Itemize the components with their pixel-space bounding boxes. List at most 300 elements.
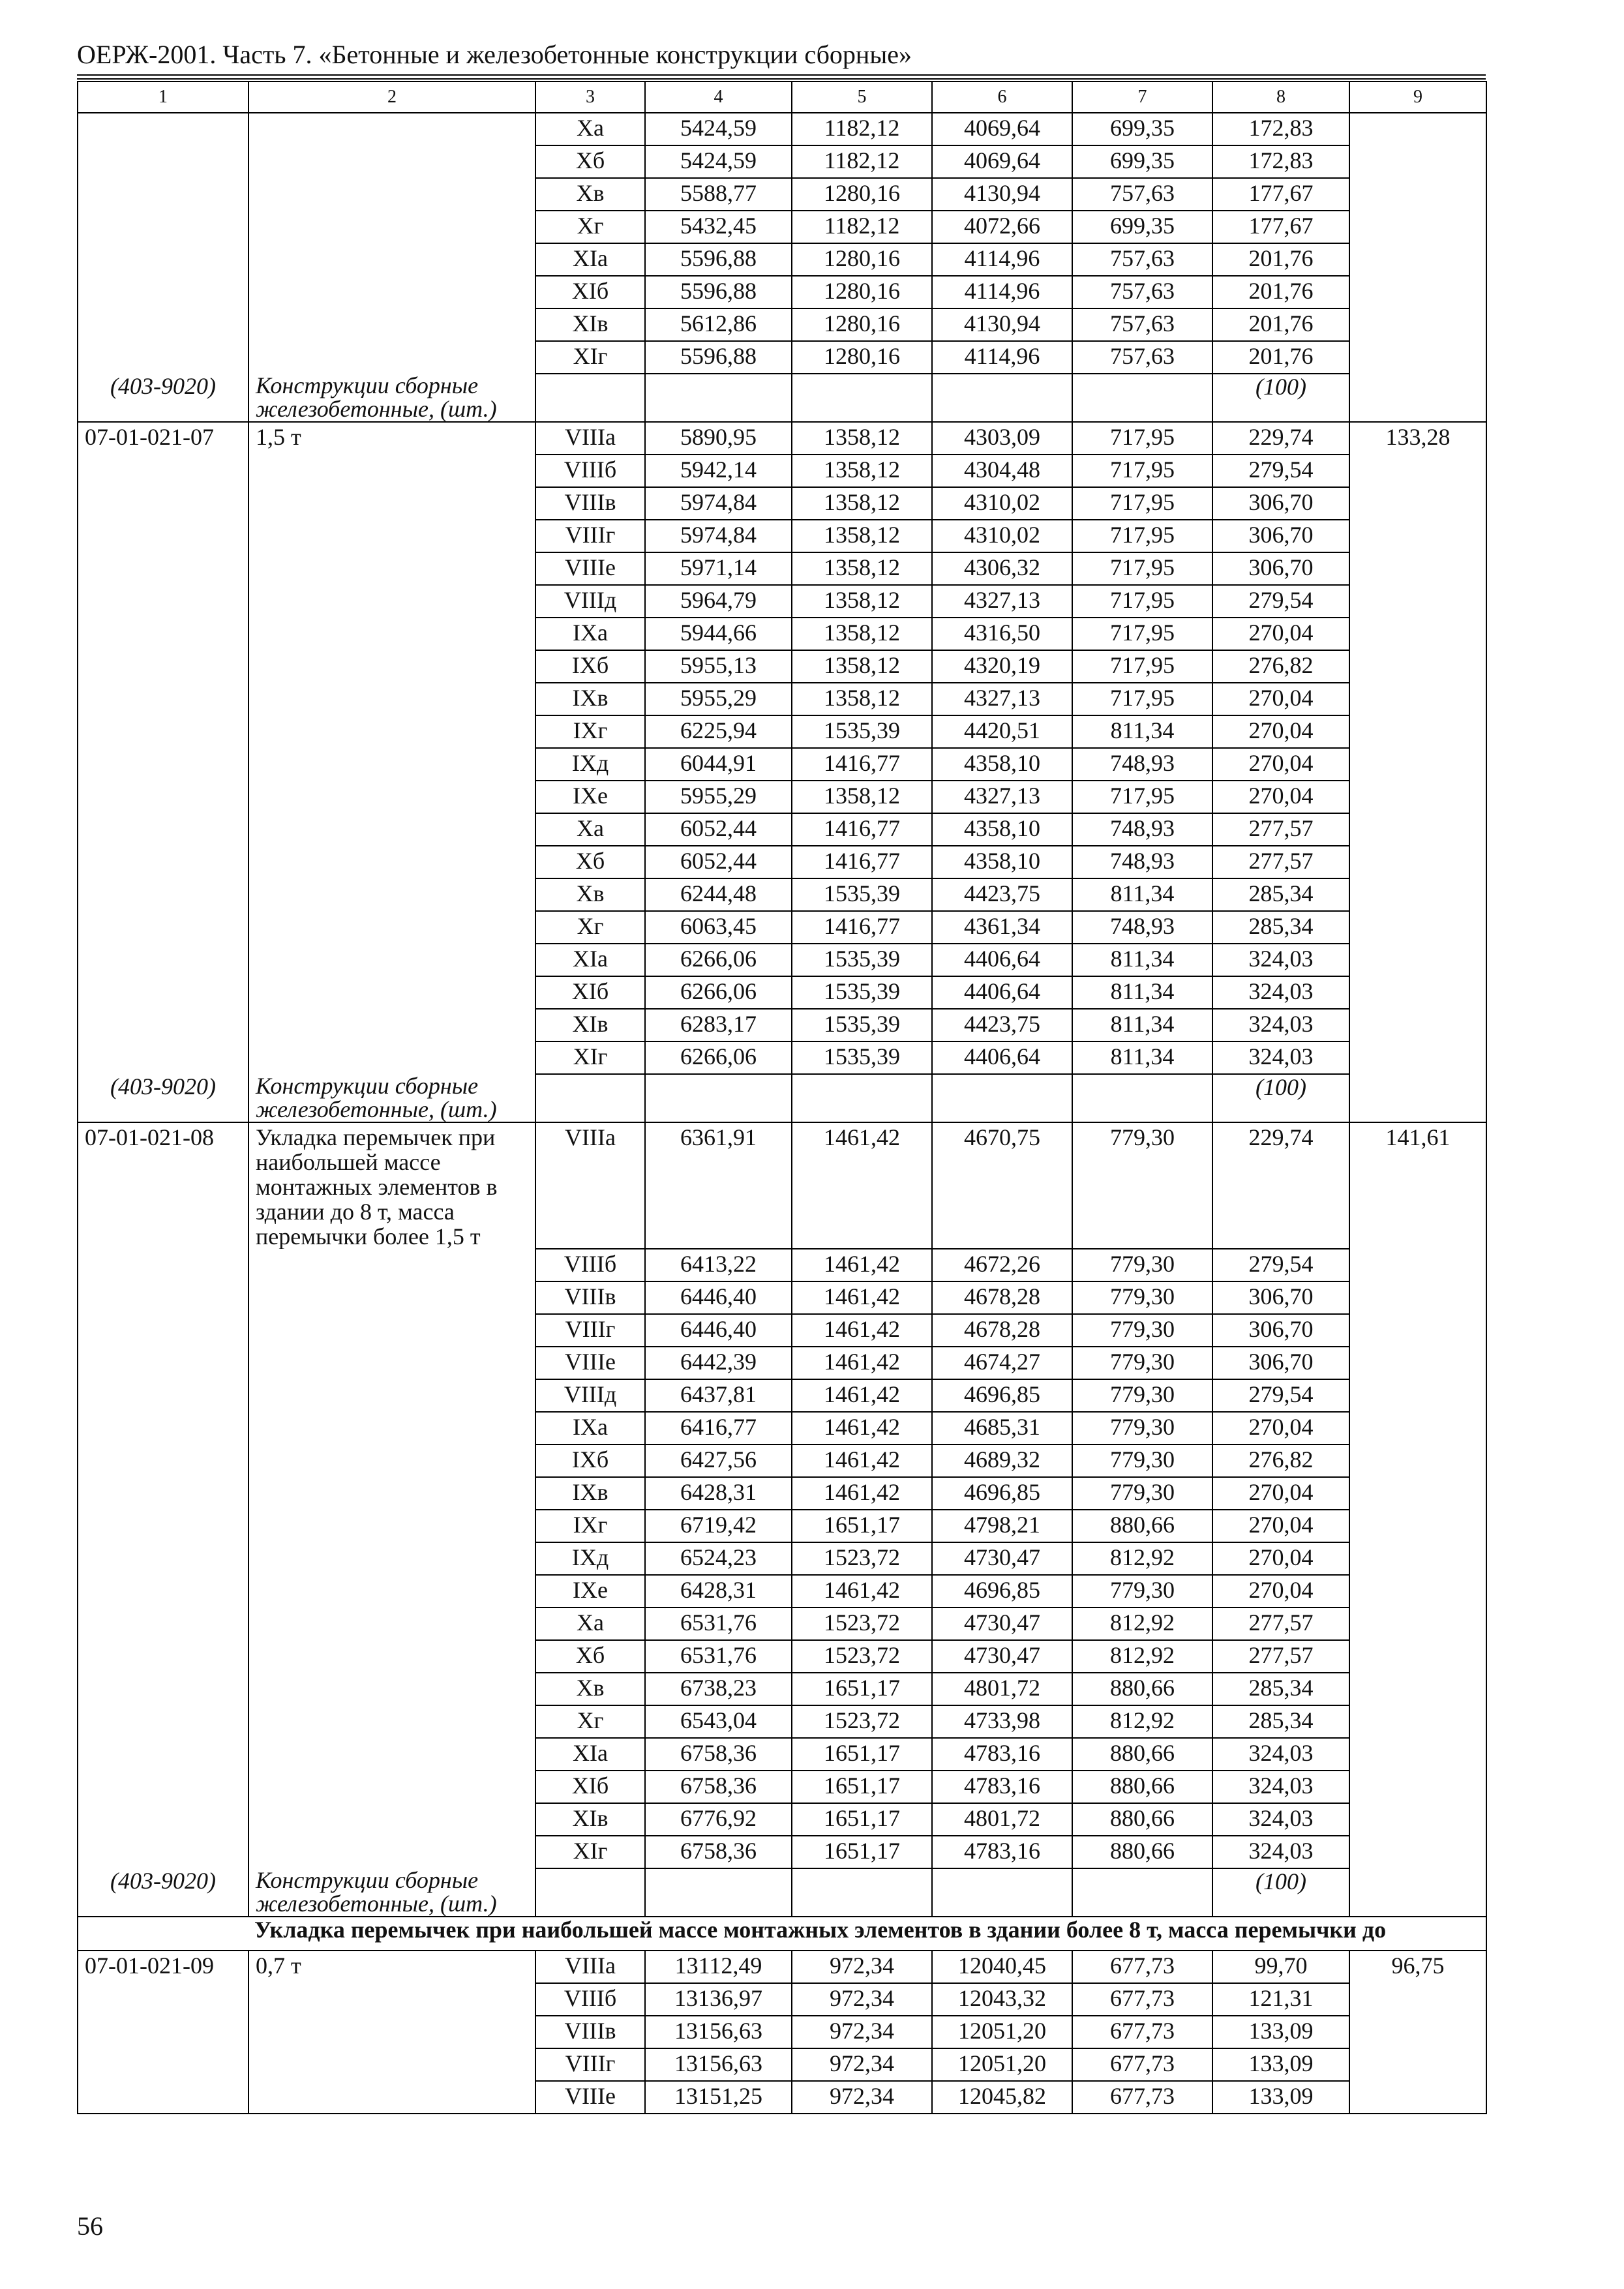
rate-value: 880,66	[1072, 1673, 1212, 1705]
region-code: IХб	[535, 650, 645, 683]
table-row	[78, 683, 1486, 715]
rate-value: 4310,02	[932, 487, 1072, 520]
table-cell	[78, 878, 248, 911]
table-cell	[1349, 1542, 1486, 1575]
table-cell	[248, 455, 535, 487]
table-cell	[248, 715, 535, 748]
table-cell	[248, 1983, 535, 2016]
rate-value: 1523,72	[792, 1705, 932, 1738]
rate-value: 812,92	[1072, 1608, 1212, 1640]
rate-value: 279,54	[1212, 1249, 1349, 1281]
rate-value: 779,30	[1072, 1575, 1212, 1608]
table-cell	[1349, 145, 1486, 178]
rate-value: 277,57	[1212, 846, 1349, 878]
rate-value: 6225,94	[645, 715, 792, 748]
rate-value: 880,66	[1072, 1510, 1212, 1542]
rate-value: 1523,72	[792, 1608, 932, 1640]
region-code: Хб	[535, 145, 645, 178]
rate-value: 4696,85	[932, 1477, 1072, 1510]
rate-value: 1535,39	[792, 715, 932, 748]
rate-value: 12043,32	[932, 1983, 1072, 2016]
table-row	[78, 976, 1486, 1009]
rate-value: 1651,17	[792, 1836, 932, 1868]
rate-value: 4072,66	[932, 211, 1072, 243]
rate-value: 6063,45	[645, 911, 792, 944]
rate-value: 4358,10	[932, 813, 1072, 846]
rate-value: 133,09	[1212, 2048, 1349, 2081]
rate-value: 4801,72	[932, 1673, 1072, 1705]
rate-value: 779,30	[1072, 1281, 1212, 1314]
rate-value: 5596,88	[645, 276, 792, 308]
rate-value: 6266,06	[645, 1041, 792, 1074]
rate-value: 779,30	[1072, 1444, 1212, 1477]
table-cell	[248, 1575, 535, 1608]
rate-value: 677,73	[1072, 2081, 1212, 2114]
rate-value: 5974,84	[645, 520, 792, 552]
table-cell	[535, 374, 645, 422]
rate-value: 677,73	[1072, 2016, 1212, 2048]
rate-value: 5890,95	[645, 422, 792, 455]
table-cell	[78, 2081, 248, 2114]
rate-value: 324,03	[1212, 976, 1349, 1009]
table-cell	[248, 1281, 535, 1314]
table-cell	[78, 976, 248, 1009]
table-cell	[1349, 243, 1486, 276]
table-cell	[1349, 487, 1486, 520]
region-code: ХIб	[535, 1771, 645, 1803]
table-cell	[248, 276, 535, 308]
rate-value: 1535,39	[792, 1041, 932, 1074]
rate-value: 779,30	[1072, 1477, 1212, 1510]
rate-value: 285,34	[1212, 1673, 1349, 1705]
rate-value: 811,34	[1072, 715, 1212, 748]
table-cell	[1349, 1868, 1486, 1917]
rate-value: 12051,20	[932, 2016, 1072, 2048]
table-cell	[78, 1379, 248, 1412]
rate-value: 4406,64	[932, 944, 1072, 976]
table-cell	[1349, 878, 1486, 911]
table-cell	[1349, 1249, 1486, 1281]
table-cell	[1349, 2016, 1486, 2048]
table-cell	[1349, 374, 1486, 422]
table-row	[78, 455, 1486, 487]
table-row	[78, 650, 1486, 683]
rate-value: 1416,77	[792, 846, 932, 878]
table-cell	[248, 618, 535, 650]
rate-value: 4678,28	[932, 1314, 1072, 1347]
region-code: Ха	[535, 1608, 645, 1640]
rate-value: 133,09	[1212, 2016, 1349, 2048]
rate-value: 4114,96	[932, 341, 1072, 374]
region-code: ХIг	[535, 1041, 645, 1074]
table-row	[78, 1673, 1486, 1705]
table-cell	[78, 341, 248, 374]
rate-value: 4406,64	[932, 1041, 1072, 1074]
material-description: Конструкции сборные железобетонные, (шт.)	[248, 1868, 535, 1917]
table-cell	[1349, 1803, 1486, 1836]
column-number: 9	[1349, 82, 1486, 113]
rate-value: 99,70	[1212, 1951, 1349, 1983]
table-cell	[78, 715, 248, 748]
table-row	[78, 1477, 1486, 1510]
rate-value: 1461,42	[792, 1281, 932, 1314]
rate-value: 811,34	[1072, 976, 1212, 1009]
material-code: (403-9020)	[78, 1868, 248, 1917]
header-rule	[77, 74, 1486, 76]
rate-value: 4730,47	[932, 1640, 1072, 1673]
rate-value: 880,66	[1072, 1771, 1212, 1803]
table-row	[78, 1983, 1486, 2016]
rate-value: 5944,66	[645, 618, 792, 650]
table-cell	[1349, 1705, 1486, 1738]
table-row	[78, 781, 1486, 813]
rate-value: 285,34	[1212, 911, 1349, 944]
rate-value: 324,03	[1212, 1009, 1349, 1041]
table-row	[78, 911, 1486, 944]
rate-value: 4406,64	[932, 976, 1072, 1009]
rate-value: 4730,47	[932, 1608, 1072, 1640]
region-code: IХг	[535, 1510, 645, 1542]
table-cell	[1349, 683, 1486, 715]
table-cell	[78, 911, 248, 944]
table-cell	[78, 1009, 248, 1041]
column-number: 3	[535, 82, 645, 113]
table-row	[78, 211, 1486, 243]
rate-value: 6266,06	[645, 944, 792, 976]
region-code: ХIг	[535, 341, 645, 374]
region-code: VIIIд	[535, 585, 645, 618]
table-cell	[248, 1608, 535, 1640]
table-cell	[792, 374, 932, 422]
rate-value: 812,92	[1072, 1705, 1212, 1738]
rate-value: 6758,36	[645, 1738, 792, 1771]
page-number: 56	[77, 2211, 103, 2241]
table-cell	[1349, 1983, 1486, 2016]
rate-description: 0,7 т	[248, 1951, 535, 1983]
rate-value: 4320,19	[932, 650, 1072, 683]
rate-value: 4672,26	[932, 1249, 1072, 1281]
rate-value: 13156,63	[645, 2048, 792, 2081]
region-code: IХг	[535, 715, 645, 748]
rate-value: 6719,42	[645, 1510, 792, 1542]
table-row	[78, 1608, 1486, 1640]
table-cell	[248, 1477, 535, 1510]
region-code: VIIIг	[535, 2048, 645, 2081]
rate-value: 1535,39	[792, 976, 932, 1009]
rate-value: 779,30	[1072, 1412, 1212, 1444]
rate-value: 1461,42	[792, 1444, 932, 1477]
table-cell	[78, 211, 248, 243]
rate-value: 880,66	[1072, 1803, 1212, 1836]
table-cell	[248, 813, 535, 846]
rate-value: 285,34	[1212, 878, 1349, 911]
table-cell	[932, 374, 1072, 422]
rate-value: 1358,12	[792, 520, 932, 552]
rate-value: 201,76	[1212, 276, 1349, 308]
rate-value: 1280,16	[792, 341, 932, 374]
rate-value: 177,67	[1212, 178, 1349, 211]
table-cell	[1349, 1771, 1486, 1803]
rate-value: 5955,13	[645, 650, 792, 683]
rate-value: 6446,40	[645, 1281, 792, 1314]
material-description: Конструкции сборные железобетонные, (шт.)	[248, 374, 535, 422]
rate-value: 229,74	[1212, 1122, 1349, 1249]
rate-value: 6531,76	[645, 1608, 792, 1640]
table-cell	[78, 1705, 248, 1738]
rate-value: 4783,16	[932, 1836, 1072, 1868]
table-cell	[78, 683, 248, 715]
rate-value: 1651,17	[792, 1510, 932, 1542]
region-code: IХв	[535, 1477, 645, 1510]
rate-value: 1416,77	[792, 748, 932, 781]
table-cell	[248, 520, 535, 552]
region-code: Хг	[535, 911, 645, 944]
table-cell	[248, 944, 535, 976]
table-cell	[1349, 1281, 1486, 1314]
rate-value: 4114,96	[932, 276, 1072, 308]
rate-value: 6361,91	[645, 1122, 792, 1249]
column-number: 5	[792, 82, 932, 113]
rate-value: 1416,77	[792, 813, 932, 846]
rate-value: 4069,64	[932, 145, 1072, 178]
rate-value: 677,73	[1072, 1983, 1212, 2016]
table-row	[78, 1379, 1486, 1412]
table-cell	[248, 487, 535, 520]
rate-value: 6427,56	[645, 1444, 792, 1477]
rate-value: 324,03	[1212, 1803, 1349, 1836]
rate-value: 270,04	[1212, 1510, 1349, 1542]
column-number-row	[78, 82, 1486, 113]
table-cell	[248, 1009, 535, 1041]
table-row	[78, 178, 1486, 211]
rate-value: 1182,12	[792, 113, 932, 145]
table-cell	[248, 1640, 535, 1673]
rate-value: 277,57	[1212, 1640, 1349, 1673]
rate-value: 1358,12	[792, 552, 932, 585]
region-code: Хг	[535, 211, 645, 243]
table-cell	[78, 585, 248, 618]
rate-value: 1461,42	[792, 1249, 932, 1281]
rate-code: 07-01-021-07	[78, 422, 248, 455]
rate-value: 880,66	[1072, 1738, 1212, 1771]
rate-value: 4304,48	[932, 455, 1072, 487]
table-cell	[1349, 1347, 1486, 1379]
rate-value: 699,35	[1072, 113, 1212, 145]
rate-value: 779,30	[1072, 1314, 1212, 1347]
rate-value: 677,73	[1072, 2048, 1212, 2081]
table-cell	[248, 341, 535, 374]
table-cell	[248, 1379, 535, 1412]
rate-value: 1358,12	[792, 650, 932, 683]
rate-value: 306,70	[1212, 1281, 1349, 1314]
rate-code: 07-01-021-08	[78, 1122, 248, 1249]
rate-value: 5974,84	[645, 487, 792, 520]
table-cell	[1349, 341, 1486, 374]
table-cell	[78, 1738, 248, 1771]
rate-value: 4327,13	[932, 683, 1072, 715]
table-cell	[78, 1836, 248, 1868]
rate-value: 279,54	[1212, 1379, 1349, 1412]
table-cell	[1349, 911, 1486, 944]
table-cell	[535, 1074, 645, 1122]
table-cell	[248, 1542, 535, 1575]
region-code: ХIб	[535, 976, 645, 1009]
rate-value: 4130,94	[932, 178, 1072, 211]
column-number: 7	[1072, 82, 1212, 113]
table-cell	[248, 308, 535, 341]
table-cell	[1349, 1412, 1486, 1444]
rate-value: 270,04	[1212, 683, 1349, 715]
table-cell	[1349, 520, 1486, 552]
region-code: Хг	[535, 1705, 645, 1738]
table-cell	[78, 243, 248, 276]
table-cell	[248, 1510, 535, 1542]
table-cell	[1349, 1673, 1486, 1705]
rate-value: 4114,96	[932, 243, 1072, 276]
table-row	[78, 748, 1486, 781]
table-cell	[78, 276, 248, 308]
rate-value: 279,54	[1212, 455, 1349, 487]
table-row	[78, 1771, 1486, 1803]
table-row	[78, 2081, 1486, 2114]
table-row	[78, 1705, 1486, 1738]
rate-value: 13112,49	[645, 1951, 792, 1983]
rate-value: 276,82	[1212, 1444, 1349, 1477]
table-cell	[78, 145, 248, 178]
rate-value: 1523,72	[792, 1542, 932, 1575]
rate-value: 1535,39	[792, 878, 932, 911]
rate-value: 324,03	[1212, 1041, 1349, 1074]
table-cell	[248, 683, 535, 715]
rate-value: 717,95	[1072, 781, 1212, 813]
rate-value: 6758,36	[645, 1771, 792, 1803]
table-cell	[78, 487, 248, 520]
rate-value: 4327,13	[932, 781, 1072, 813]
table-cell	[1349, 1477, 1486, 1510]
rate-value: 1182,12	[792, 145, 932, 178]
region-code: VIIIг	[535, 1314, 645, 1347]
region-code: ХIа	[535, 944, 645, 976]
table-cell	[78, 1281, 248, 1314]
rate-value: 306,70	[1212, 1347, 1349, 1379]
table-cell	[78, 1803, 248, 1836]
region-code: IХе	[535, 1575, 645, 1608]
region-code: VIIIе	[535, 552, 645, 585]
rate-value: 6283,17	[645, 1009, 792, 1041]
rate-description: Укладка перемычек при наибольшей массе монтажных элементов в здании до 8 т, масса перемычки более 1,5 т	[248, 1122, 535, 1249]
rate-value: 6543,04	[645, 1705, 792, 1738]
rate-value: 5964,79	[645, 585, 792, 618]
rate-value: 4674,27	[932, 1347, 1072, 1379]
table-row	[78, 1444, 1486, 1477]
rate-description: 1,5 т	[248, 422, 535, 455]
rate-value: 4783,16	[932, 1738, 1072, 1771]
rate-value: 5424,59	[645, 113, 792, 145]
material-note-row	[78, 1868, 1486, 1917]
table-cell	[78, 618, 248, 650]
rate-value: 5596,88	[645, 341, 792, 374]
rate-value: 1461,42	[792, 1379, 932, 1412]
table-cell	[248, 748, 535, 781]
table-row	[78, 1314, 1486, 1347]
region-code: IХе	[535, 781, 645, 813]
table-cell	[78, 1575, 248, 1608]
table-cell	[248, 911, 535, 944]
rate-value: 1651,17	[792, 1673, 932, 1705]
material-code: (403-9020)	[78, 374, 248, 422]
table-row	[78, 1009, 1486, 1041]
table-row	[78, 2016, 1486, 2048]
table-row	[78, 1803, 1486, 1836]
region-code: ХIб	[535, 276, 645, 308]
table-cell	[1349, 1640, 1486, 1673]
table-cell	[248, 650, 535, 683]
rate-value: 748,93	[1072, 748, 1212, 781]
rate-value: 6044,91	[645, 748, 792, 781]
table-cell	[248, 145, 535, 178]
rate-value: 4689,32	[932, 1444, 1072, 1477]
table-row	[78, 422, 1486, 455]
table-cell	[1349, 650, 1486, 683]
rate-value: 6524,23	[645, 1542, 792, 1575]
rate-value: 4670,75	[932, 1122, 1072, 1249]
rate-value: 4358,10	[932, 748, 1072, 781]
region-code: VIIIа	[535, 1122, 645, 1249]
rate-value: 972,34	[792, 2048, 932, 2081]
table-row	[78, 813, 1486, 846]
rate-value: 717,95	[1072, 585, 1212, 618]
header-rule-secondary	[77, 78, 1486, 80]
rate-value: 5971,14	[645, 552, 792, 585]
table-cell	[645, 1074, 792, 1122]
table-cell	[78, 1314, 248, 1347]
region-code: IХа	[535, 618, 645, 650]
table-cell	[248, 1041, 535, 1074]
table-cell	[932, 1074, 1072, 1122]
table-cell	[1349, 276, 1486, 308]
table-cell	[78, 846, 248, 878]
rate-value: 6738,23	[645, 1673, 792, 1705]
region-code: IХа	[535, 1412, 645, 1444]
table-cell	[1349, 976, 1486, 1009]
table-cell	[645, 374, 792, 422]
rate-value: 172,83	[1212, 145, 1349, 178]
table-cell	[248, 1249, 535, 1281]
table-cell	[248, 552, 535, 585]
table-row	[78, 1412, 1486, 1444]
rate-value: 4730,47	[932, 1542, 1072, 1575]
table-row	[78, 145, 1486, 178]
table-cell	[1072, 1868, 1212, 1917]
region-code: IХв	[535, 683, 645, 715]
table-cell	[78, 944, 248, 976]
rates-table	[77, 81, 1487, 2114]
rate-value: 270,04	[1212, 1477, 1349, 1510]
rate-value: 6442,39	[645, 1347, 792, 1379]
region-code: VIIIв	[535, 2016, 645, 2048]
rate-value: 6776,92	[645, 1803, 792, 1836]
table-cell	[78, 2016, 248, 2048]
rate-value: 4361,34	[932, 911, 1072, 944]
rate-value: 811,34	[1072, 944, 1212, 976]
rate-value: 6428,31	[645, 1575, 792, 1608]
rate-value: 5955,29	[645, 683, 792, 715]
column-number: 6	[932, 82, 1072, 113]
rate-value: 1280,16	[792, 276, 932, 308]
table-cell	[1349, 1444, 1486, 1477]
rate-value: 812,92	[1072, 1542, 1212, 1575]
rate-value: 6052,44	[645, 846, 792, 878]
